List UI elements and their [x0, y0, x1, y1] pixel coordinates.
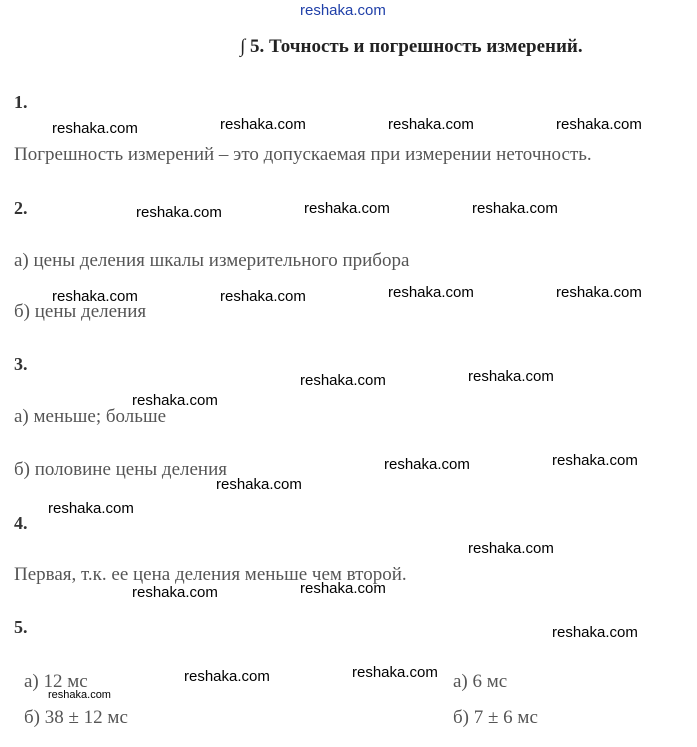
- watermark: reshaka.com: [300, 580, 386, 597]
- watermark: reshaka.com: [184, 668, 270, 685]
- watermark: reshaka.com: [388, 116, 474, 133]
- watermark: reshaka.com: [216, 476, 302, 493]
- watermark: reshaka.com: [48, 689, 111, 701]
- watermark: reshaka.com: [472, 200, 558, 217]
- task-5-answer-left-a: а) 12 мс: [24, 671, 88, 692]
- watermark: reshaka.com: [304, 200, 390, 217]
- watermark: reshaka.com: [552, 452, 638, 469]
- watermark: reshaka.com: [468, 368, 554, 385]
- task-5-answer-right-a: а) 6 мс: [453, 671, 508, 692]
- task-2-answer-b: б) цены деления: [14, 301, 147, 322]
- watermark: reshaka.com: [132, 584, 218, 601]
- watermark: reshaka.com: [132, 392, 218, 409]
- site-header-link[interactable]: reshaka.com: [300, 2, 386, 19]
- task-number-5: 5.: [14, 617, 28, 637]
- watermark: reshaka.com: [388, 284, 474, 301]
- watermark: reshaka.com: [352, 664, 438, 681]
- task-number-1: 1.: [14, 92, 28, 112]
- watermark: reshaka.com: [300, 372, 386, 389]
- watermark: reshaka.com: [552, 624, 638, 641]
- watermark: reshaka.com: [52, 288, 138, 305]
- task-5-answer-left-b: б) 38 ± 12 мс: [24, 707, 128, 728]
- watermark: reshaka.com: [136, 204, 222, 221]
- task-2-answer-a: а) цены деления шкалы измерительного прибора: [14, 250, 410, 271]
- page-title: ∫ 5. Точность и погрешность измерений.: [240, 36, 583, 57]
- watermark: reshaka.com: [220, 116, 306, 133]
- watermark: reshaka.com: [52, 120, 138, 137]
- watermark: reshaka.com: [220, 288, 306, 305]
- task-3-answer-b: б) половине цены деления: [14, 459, 228, 480]
- task-number-4: 4.: [14, 513, 28, 533]
- watermark: reshaka.com: [384, 456, 470, 473]
- task-number-3: 3.: [14, 354, 28, 374]
- task-3-answer-a: а) меньше; больше: [14, 406, 167, 427]
- watermark: reshaka.com: [468, 540, 554, 557]
- task-5-answer-right-b: б) 7 ± 6 мс: [453, 707, 538, 728]
- watermark: reshaka.com: [556, 116, 642, 133]
- task-1-answer: Погрешность измерений – это допускаемая при измерении неточность.: [14, 144, 592, 165]
- task-number-2: 2.: [14, 198, 28, 218]
- task-4-answer: Первая, т.к. ее цена деления меньше чем второй.: [14, 564, 407, 585]
- watermark: reshaka.com: [556, 284, 642, 301]
- watermark: reshaka.com: [48, 500, 134, 517]
